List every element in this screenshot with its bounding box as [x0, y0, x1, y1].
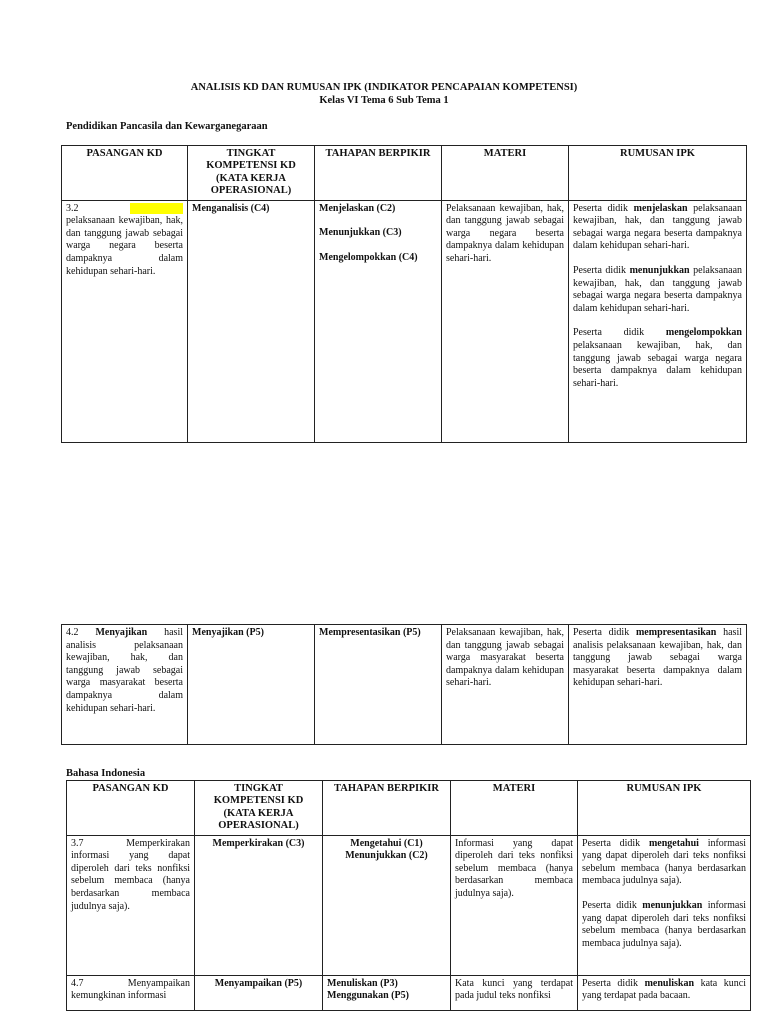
ipk-cell [569, 200, 747, 442]
ipk-item: Peserta didik menunjukkan pelaksanaan kewajiban, hak, dan tanggung jawab sebagai warga negara beserta dampaknya dalam kehidupan sehari-hari. [573, 265, 743, 314]
kd-cell: 4.2 Menyajikan hasil analisis pelaksanaan kewajiban, hak, dan tanggung jawab sebagai warga masyarakat beserta dampaknya dalam kehidupan sehari-hari. [62, 625, 188, 745]
header-pasangan-kd: PASANGAN KD [62, 146, 188, 201]
tingkat-cell: Menganalisis (C4) [188, 200, 315, 442]
page-title [0, 81, 768, 107]
ipk-item: Peserta didik mengetahui informasi yang dapat diperoleh dari teks nonfiksi sebelum membaca (hanya berdasarkan membaca judulnya saja). [582, 837, 747, 887]
tahapan-cell: Mempresentasikan (P5) [315, 625, 442, 745]
tahapan-item: Menunjukkan (C3) [319, 227, 402, 239]
kd-cell [62, 200, 188, 442]
ipk-cell: Peserta didik mempresentasikan hasil analisis pelaksanaan kewajiban, hak, dan tanggung jawab sebagai warga masyarakat beserta dampaknya dalam kehidupan sehari-hari. [569, 625, 747, 745]
tahapan-cell [315, 200, 442, 442]
header-materi: MATERI [442, 146, 569, 201]
tahapan-item: Mengelompokkan (C4) [319, 251, 418, 263]
tahapan-cell: Menuliskan (P3) Menggunakan (P5) [323, 975, 451, 1010]
materi-cell: Pelaksanaan kewajiban, hak, dan tanggung jawab sebagai warga negara beserta dampaknya dalam kehidupan sehari-hari. [442, 200, 569, 442]
materi-cell: Kata kunci yang terdapat pada judul teks nonfiksi [451, 975, 578, 1010]
ppkn-table-part2 [61, 624, 747, 745]
kd-cell: 4.7 Menyampaikan kemungkinan informasi [67, 975, 195, 1010]
ipk-cell [578, 835, 751, 975]
kd-number: 3.2 [66, 202, 79, 214]
ipk-cell: Peserta didik menuliskan kata kunci yang terdapat pada bacaan. [578, 975, 751, 1010]
bahasa-indonesia-table [66, 780, 751, 1011]
section-label-bahasa-indonesia: Bahasa Indonesia [66, 768, 146, 779]
header-tahapan-berpikir: TAHAPAN BERPIKIR [315, 146, 442, 201]
kd-verb: Menyajikan [95, 627, 148, 638]
kd-highlighted-verb: Menganalisis [129, 202, 183, 214]
header-tingkat-kompetensi: TINGKAT KOMPETENSI KD (KATA KERJA OPERASIONAL) [195, 781, 323, 836]
materi-cell: Pelaksanaan kewajiban, hak, dan tanggung jawab sebagai warga masyarakat beserta dampaknya dalam kehidupan sehari-hari. [442, 625, 569, 745]
ppkn-table-part1 [61, 145, 747, 443]
kd-text: pelaksanaan kewajiban, hak, dan tanggung jawab sebagai warga negara beserta dampaknya dalam kehidupan sehari-hari. [66, 215, 183, 277]
kd-cell: 3.7 Memperkirakan informasi yang dapat diperoleh dari teks nonfiksi sebelum membaca (hanya berdasarkan membaca judulnya saja). [67, 835, 195, 975]
header-tahapan-berpikir: TAHAPAN BERPIKIR [323, 781, 451, 836]
header-tingkat-kompetensi: TINGKAT KOMPETENSI KD (KATA KERJA OPERASIONAL) [188, 146, 315, 201]
header-rumusan-ipk: RUMUSAN IPK [578, 781, 751, 836]
ipk-item: Peserta didik menunjukkan informasi yang dapat diperoleh dari teks nonfiksi sebelum membaca (hanya berdasarkan membaca judulnya saja). [582, 900, 747, 949]
ipk-item: Peserta didik mengelompokkan pelaksanaan kewajiban, hak, dan tanggung jawab sebagai warga negara beserta dampaknya dalam kehidupan sehari-hari. [573, 327, 742, 389]
tingkat-cell: Memperkirakan (C3) [195, 835, 323, 975]
tahapan-cell: Mengetahui (C1) Menunjukkan (C2) [323, 835, 451, 975]
title-line-2: Kelas VI Tema 6 Sub Tema 1 [319, 95, 449, 106]
title-line-1: ANALISIS KD DAN RUMUSAN IPK (INDIKATOR PENCAPAIAN KOMPETENSI) [190, 82, 578, 93]
header-rumusan-ipk: RUMUSAN IPK [569, 146, 747, 201]
header-materi: MATERI [451, 781, 578, 836]
tingkat-cell: Menyajikan (P5) [188, 625, 315, 745]
tahapan-item: Menjelaskan (C2) [319, 202, 396, 214]
ipk-item: Peserta didik menjelaskan pelaksanaan kewajiban, hak, dan tanggung jawab sebagai warga negara beserta dampaknya dalam kehidupan sehari-hari. [573, 202, 742, 252]
tingkat-cell: Menyampaikan (P5) [195, 975, 323, 1010]
header-pasangan-kd: PASANGAN KD [67, 781, 195, 836]
materi-cell: Informasi yang dapat diperoleh dari teks nonfiksi sebelum membaca (hanya berdasarkan membaca judulnya saja). [451, 835, 578, 975]
section-label-ppkn: Pendidikan Pancasila dan Kewarganegaraan [66, 121, 268, 132]
